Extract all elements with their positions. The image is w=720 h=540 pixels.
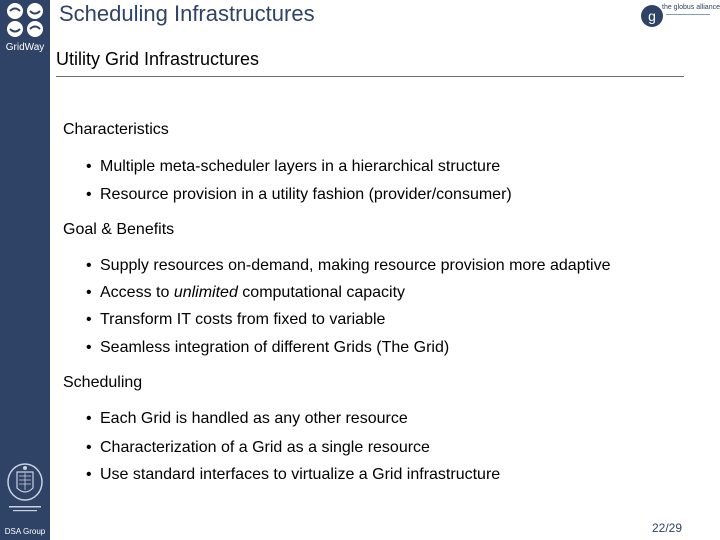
section-heading-goal-benefits: Goal & Benefits [63, 221, 175, 238]
title-divider [56, 76, 684, 77]
bullet-glyph: • [86, 439, 92, 456]
bullet-glyph: • [86, 158, 92, 175]
svg-text:g: g [648, 8, 656, 24]
bullet-item: • Resource provision in a utility fashion (provider/consumer) [86, 186, 512, 203]
emphasis-text: unlimited [173, 284, 238, 301]
bullet-item: • Access to unlimited computational capacity [86, 284, 406, 301]
bullet-item: • Use standard interfaces to virtualize a Grid infrastructure [86, 466, 501, 483]
bullet-item: • Characterization of a Grid as a single resource [86, 439, 430, 456]
slide-subtitle: Utility Grid Infrastructures [56, 49, 260, 69]
bullet-item: • Transform IT costs from fixed to variable [86, 311, 386, 328]
partner-logo-text: the globus alliance [662, 4, 720, 11]
bullet-glyph: • [86, 466, 92, 483]
bullet-item: • Multiple meta-scheduler layers in a hierarchical structure [86, 158, 501, 175]
section-heading-characteristics: Characteristics [63, 121, 169, 138]
bullet-item: • Supply resources on-demand, making resource provision more adaptive [86, 257, 611, 274]
bullet-glyph: • [86, 311, 92, 328]
sidebar-footer: DSA Group [4, 527, 46, 536]
university-crest-icon [5, 462, 45, 514]
sidebar-brand: GridWay [5, 42, 45, 53]
bullet-item: • Seamless integration of different Grids (The Grid) [86, 339, 450, 356]
bullet-glyph: • [86, 257, 92, 274]
bullet-glyph: • [86, 186, 92, 203]
section-heading-scheduling: Scheduling [63, 374, 143, 391]
bullet-glyph: • [86, 339, 92, 356]
gridway-logo-icon [5, 2, 45, 38]
bullet-glyph: • [86, 284, 92, 301]
bullet-item: • Each Grid is handled as any other resource [86, 410, 408, 427]
page-number: 22/29 [652, 521, 683, 535]
slide-title: Scheduling Infrastructures [59, 1, 315, 26]
sidebar [0, 0, 50, 540]
bullet-glyph: • [86, 410, 92, 427]
